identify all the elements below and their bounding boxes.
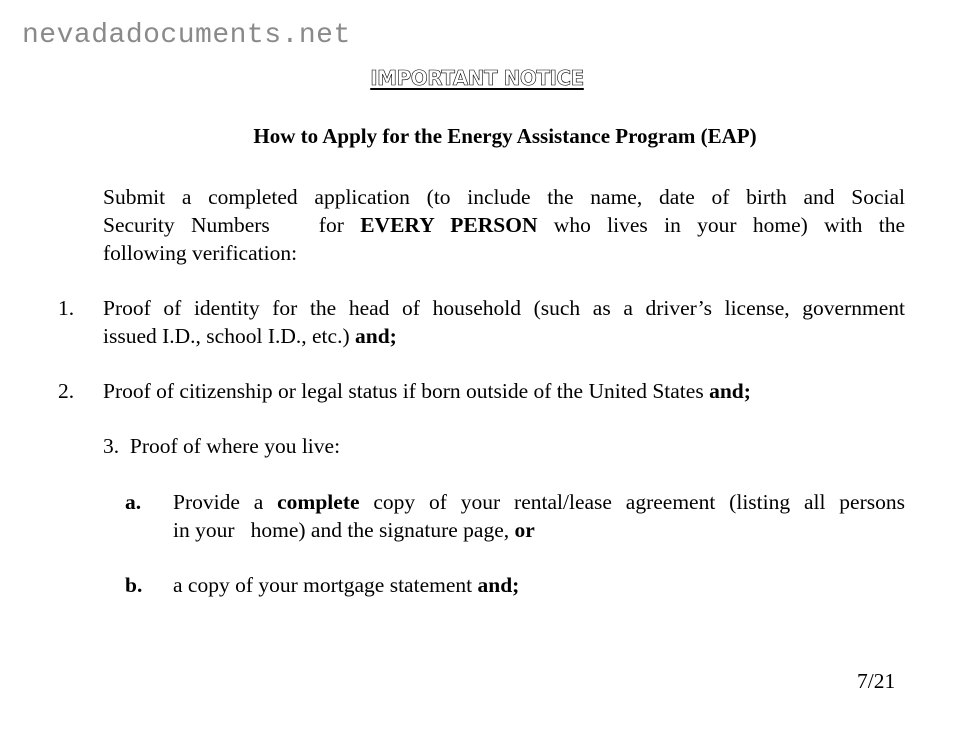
- sub-a-or: or: [514, 518, 535, 542]
- sub-item-a-line-2: [173, 516, 905, 544]
- sub-a-start: Provide a: [173, 490, 278, 514]
- intro-emphasis: EVERY PERSON: [360, 213, 538, 237]
- sub-a-line-2-text: in your home) and the signature page,: [173, 518, 515, 542]
- item-1-text: [103, 294, 905, 350]
- intro-line-2-start: Security Numbers for: [103, 213, 361, 237]
- sub-item-a-label: a.: [125, 490, 142, 514]
- intro-line-2-end: who lives in your home) with the: [537, 213, 905, 237]
- sub-a-complete: complete: [277, 490, 360, 514]
- item-2-text: [103, 377, 905, 405]
- item-2-line-text: Proof of citizenship or legal status if born outside of the United States: [103, 379, 710, 403]
- sub-item-b-text: [173, 571, 519, 599]
- sub-b-and: and;: [477, 573, 520, 597]
- item-1-and: and;: [354, 324, 397, 348]
- sub-item-b-line: [173, 571, 519, 599]
- sub-item-a-line-1: [173, 488, 905, 516]
- intro-paragraph: [103, 183, 905, 267]
- sub-b-text: a copy of your mortgage statement: [173, 573, 478, 597]
- notice-title: IMPORTANT NOTICE: [370, 66, 584, 90]
- item-3-text: 3. Proof of where you live:: [103, 434, 341, 458]
- intro-line-2: [103, 211, 905, 239]
- intro-line-1: Submit a completed application (to include the name, date of birth and Social: [103, 185, 905, 209]
- item-1-line-2-text: issued I.D., school I.D., etc.): [103, 324, 355, 348]
- item-1-line-1: Proof of identity for the head of household (such as a driver’s license, government: [103, 296, 905, 320]
- sub-item-b-label: b.: [125, 573, 143, 597]
- sub-a-end: copy of your rental/lease agreement (listing all persons: [359, 490, 905, 514]
- item-2-line: [103, 377, 905, 405]
- document-subtitle: How to Apply for the Energy Assistance Program (EAP): [253, 124, 757, 148]
- intro-line-3: following verification:: [103, 241, 298, 265]
- item-2-and: and;: [709, 379, 751, 403]
- item-2-number: 2.: [58, 379, 75, 403]
- sub-item-a-text: [173, 488, 905, 544]
- page-number: 7/21: [857, 669, 896, 693]
- item-1-line-2: [103, 322, 905, 350]
- item-1-number: 1.: [58, 296, 75, 320]
- watermark: nevadadocuments.net: [22, 20, 351, 51]
